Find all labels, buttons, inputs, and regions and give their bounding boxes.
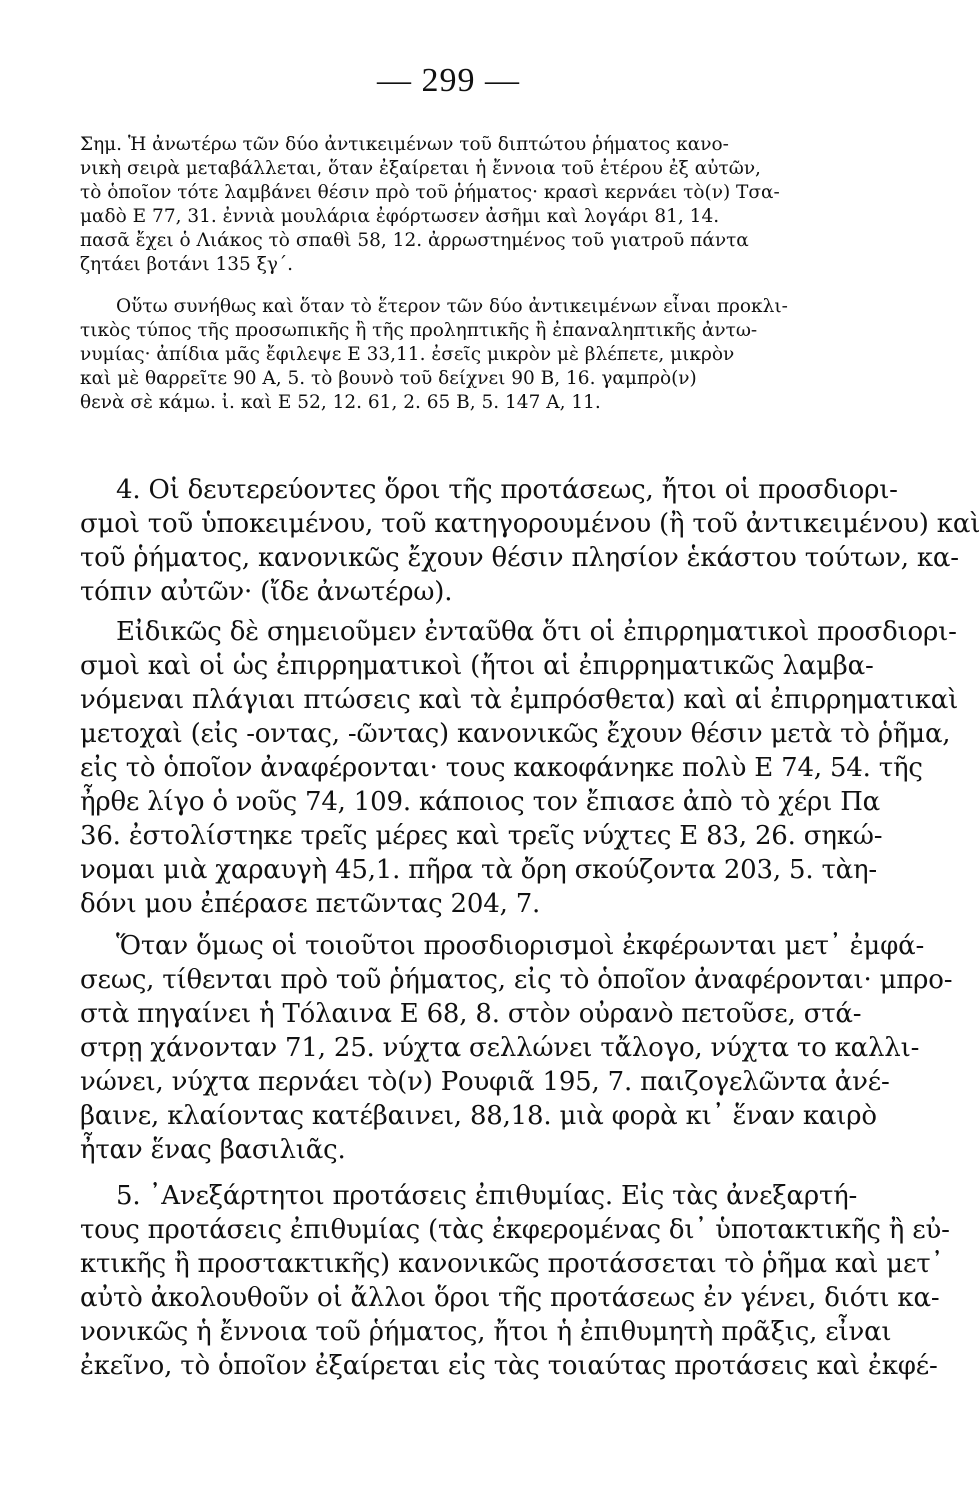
text-line: στρῃ χάνονταν 71, 25. νύχτα σελλώνει τἄλογο, νύχτα το καλλι-: [80, 1033, 920, 1063]
note-line: τὸ ὁποῖον τότε λαμβάνει θέσιν πρὸ τοῦ ῥήματος· κρασὶ κερνάει τὸ(ν) Τσα-: [80, 182, 780, 203]
text-line: τους προτάσεις ἐπιθυμίας (τὰς ἐκφερομένας δι᾿ ὑποτακτικῆς ἢ εὐ-: [80, 1215, 950, 1245]
text-line: νομαι μιὰ χαραυγὴ 45,1. πῆρα τὰ ὄρη σκούζοντα 203, 5. τὰη-: [80, 855, 877, 885]
note-line: νυμίας· ἀπίδια μᾶς ἔφιλεψε Ε 33,11. ἐσεῖς μικρὸν μὲ βλέπετε, μικρὸν: [80, 344, 735, 365]
note-line: τικὸς τύπος τῆς προσωπικῆς ἢ τῆς προληπτικῆς ἢ ἐπαναληπτικῆς ἀντω-: [80, 320, 758, 341]
note-line: μαδὸ Ε 77, 31. ἐννιὰ μουλάρια ἐφόρτωσεν ἀσῆμι καὶ λογάρι 81, 14.: [80, 206, 720, 227]
text-line: νώνει, νύχτα περνάει τὸ(ν) Ρουφιᾶ 195, 7. παιζογελῶντα ἀνέ-: [80, 1067, 890, 1097]
text-line: Εἰδικῶς δὲ σημειοῦμεν ἐνταῦθα ὅτι οἱ ἐπιρρηματικοὶ προσδιορι-: [116, 617, 957, 647]
text-line: ἐκεῖνο, τὸ ὁποῖον ἐξαίρεται εἰς τὰς τοιαύτας προτάσεις καὶ ἐκφέ-: [80, 1351, 938, 1381]
note-line: ζητάει βοτάνι 135 ξγ΄.: [80, 254, 294, 275]
text-line: ἦταν ἕνας βασιλιᾶς.: [80, 1135, 346, 1165]
text-line: στὰ πηγαίνει ἡ Τόλαινα Ε 68, 8. στὸν οὐρανὸ πετοῦσε, στά-: [80, 999, 862, 1029]
text-line: Ὅταν ὅμως οἱ τοιοῦτοι προσδιορισμοὶ ἐκφέρωνται μετ᾿ ἐμφά-: [116, 931, 925, 961]
note-line: θενὰ σὲ κάμω. ἰ. καὶ Ε 52, 12. 61, 2. 65 Β, 5. 147 Α, 11.: [80, 392, 601, 413]
page-number: — 299 —: [377, 62, 520, 99]
text-line: 36. ἐστολίστηκε τρεῖς μέρες καὶ τρεῖς νύχτες Ε 83, 26. σηκώ-: [80, 821, 883, 851]
text-line: δόνι μου ἐπέρασε πετῶντας 204, 7.: [80, 889, 541, 919]
text-line: 4. Οἱ δευτερεύοντες ὅροι τῆς προτάσεως, ἤτοι οἱ προσδιορι-: [116, 475, 898, 505]
text-line: τόπιν αὐτῶν· (ἴδε ἀνωτέρω).: [80, 577, 453, 607]
text-line: μετοχαὶ (εἰς -οντας, -ῶντας) κανονικῶς ἔχουν θέσιν μετὰ τὸ ῥῆμα,: [80, 719, 951, 749]
text-line: αὐτὸ ἀκολουθοῦν οἱ ἄλλοι ὅροι τῆς προτάσεως ἐν γένει, διότι κα-: [80, 1283, 940, 1313]
text-line: ἦρθε λίγο ὁ νοῦς 74, 109. κάποιος τον ἔπιασε ἀπὸ τὸ χέρι Πα: [80, 787, 881, 817]
text-line: 5. ᾿Ανεξάρτητοι προτάσεις ἐπιθυμίας. Εἰς τὰς ἀνεξαρτή-: [116, 1181, 858, 1211]
note-line: πασᾶ ἔχει ὁ Λιάκος τὸ σπαθὶ 58, 12. ἀρρωστημένος τοῦ γιατροῦ πάντα: [80, 230, 749, 251]
text-line: κτικῆς ἢ προστακτικῆς) κανονικῶς προτάσσεται τὸ ῥῆμα καὶ μετ᾿: [80, 1249, 944, 1279]
text-line: νονικῶς ἡ ἔννοια τοῦ ῥήματος, ἤτοι ἡ ἐπιθυμητὴ πρᾶξις, εἶναι: [80, 1317, 892, 1347]
note-line: νικὴ σειρὰ μεταβάλλεται, ὅταν ἐξαίρεται ἡ ἔννοια τοῦ ἑτέρου ἐξ αὐτῶν,: [80, 158, 761, 179]
text-line: εἰς τὸ ὁποῖον ἀναφέρονται· τους κακοφάνηκε πολὺ Ε 74, 54. τῆς: [80, 753, 923, 783]
text-line: σμοὶ καὶ οἱ ὡς ἐπιρρηματικοὶ (ἤτοι αἱ ἐπιρρηματικῶς λαμβα-: [80, 651, 874, 681]
text-line: βαινε, κλαίοντας κατέβαινει, 88,18. μιὰ φορὰ κι᾿ ἕναν καιρὸ: [80, 1101, 877, 1131]
text-line: σμοὶ τοῦ ὑποκειμένου, τοῦ κατηγορουμένου (ἢ τοῦ ἀντικειμένου) καὶ: [80, 509, 980, 539]
text-line: νόμεναι πλάγιαι πτώσεις καὶ τὰ ἐμπρόσθετα) καὶ αἱ ἐπιρρηματικαὶ: [80, 685, 959, 715]
note-line: Σημ. Ἡ ἀνωτέρω τῶν δύο ἀντικειμένων τοῦ διπτώτου ῥήματος κανο-: [80, 134, 729, 155]
text-line: τοῦ ῥήματος, κανονικῶς ἔχουν θέσιν πλησίον ἑκάστου τούτων, κα-: [80, 543, 959, 573]
note-line: καὶ μὲ θαρρεῖτε 90 Α, 5. τὸ βουνὸ τοῦ δείχνει 90 Β, 16. γαμπρὸ(ν): [80, 368, 697, 389]
note-line: Οὕτω συνήθως καὶ ὅταν τὸ ἕτερον τῶν δύο ἀντικειμένων εἶναι προκλι-: [116, 296, 788, 317]
text-line: σεως, τίθενται πρὸ τοῦ ῥήματος, εἰς τὸ ὁποῖον ἀναφέρονται· μπρο-: [80, 965, 953, 995]
